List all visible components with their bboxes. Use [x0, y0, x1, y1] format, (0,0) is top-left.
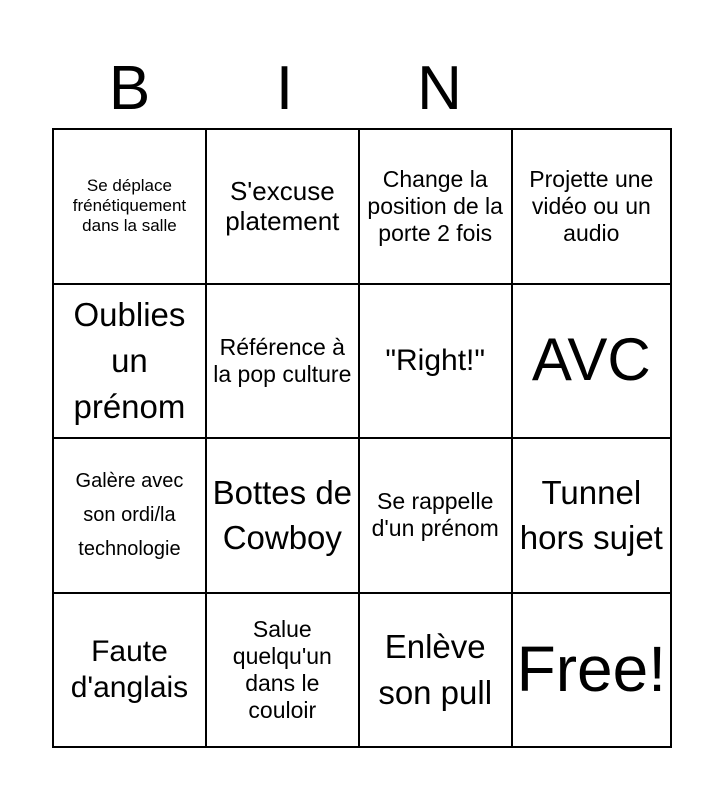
bingo-cell[interactable]: Se rappelle d'un prénom — [359, 438, 512, 593]
bingo-header — [52, 50, 672, 128]
bingo-cell[interactable]: Se déplace frénétiquement dans la salle — [53, 129, 206, 284]
header-letter-n: N — [417, 54, 462, 123]
bingo-cell[interactable]: Change la position de la porte 2 fois — [359, 129, 512, 284]
bingo-cell[interactable]: AVC — [512, 284, 671, 439]
header-letter-b: B — [108, 54, 151, 123]
bingo-cell[interactable]: Bottes de Cowboy — [206, 438, 359, 593]
header-letter-i: I — [275, 54, 294, 123]
bingo-cell[interactable]: Galère avec son ordi/la technologie — [53, 438, 206, 593]
bingo-cell[interactable]: Tunnel hors sujet — [512, 438, 671, 593]
bingo-card-grid — [52, 128, 672, 748]
bingo-cell[interactable]: Projette une vidéo ou un audio — [512, 129, 671, 284]
bingo-cell[interactable]: Salue quelqu'un dans le couloir — [206, 593, 359, 748]
bingo-cell[interactable]: "Right!" — [359, 284, 512, 439]
bingo-cell[interactable]: Faute d'anglais — [53, 593, 206, 748]
bingo-cell[interactable]: Oublies un prénom — [53, 284, 206, 439]
bingo-cell[interactable]: Référence à la pop culture — [206, 284, 359, 439]
bingo-cell[interactable]: S'excuse platement — [206, 129, 359, 284]
free-space-cell[interactable]: Free! — [512, 593, 671, 748]
bingo-cell[interactable]: Enlève son pull — [359, 593, 512, 748]
